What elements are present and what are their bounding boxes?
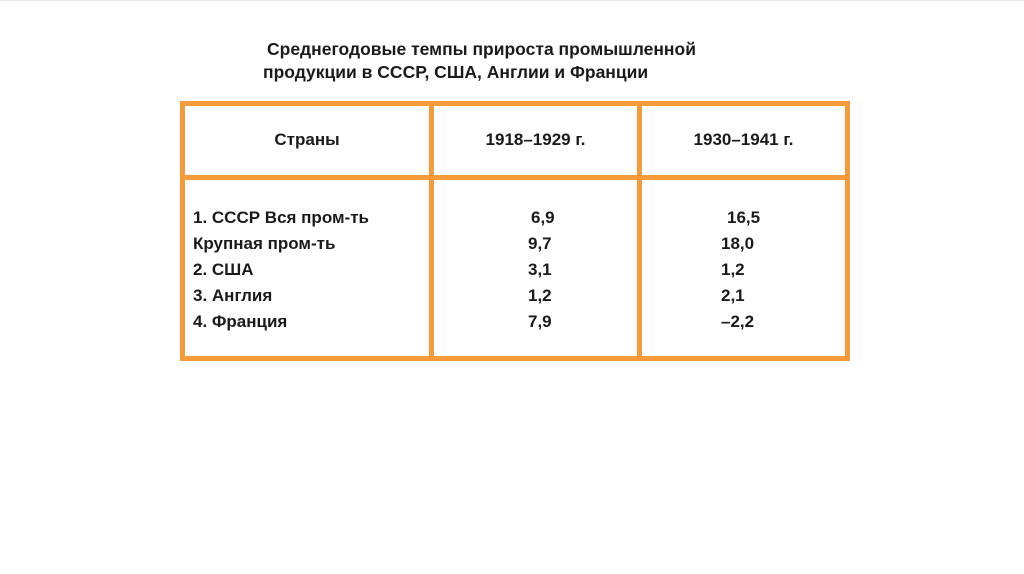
slide-title-line-2: продукции в СССР, США, Англии и Франции [263,62,649,82]
column-header-period-1930-1941: 1930–1941 г. [693,130,794,149]
table-border-right [845,101,850,361]
country-cell: 3. Англия [193,286,273,305]
country-cell: 1. СССР Вся пром-ть [193,208,369,227]
slide-top-rule [0,0,1024,1]
slide-title-line-1: Среднегодовые темпы прироста промышленной [267,39,696,59]
table-border-top [180,101,850,106]
table-header-divider [180,175,850,180]
growth-rates-table [180,101,850,361]
value-cell: 7,9 [528,312,552,331]
value-cell: 3,1 [528,260,552,279]
column-countries [193,205,429,335]
country-cell: 2. США [193,260,254,279]
value-cell: –2,2 [721,312,755,331]
value-cell: 16,5 [727,208,761,227]
country-cell: 4. Франция [193,312,288,331]
column-period-1918-1929 [434,205,637,335]
value-cell: 6,9 [531,208,555,227]
slide-title [263,38,827,84]
column-header-countries: Страны [274,130,340,149]
value-cell: 1,2 [721,260,745,279]
value-cell: 9,7 [528,234,552,253]
column-period-1930-1941 [642,205,845,335]
value-cell: 2,1 [721,286,745,305]
column-header-period-1918-1929: 1918–1929 г. [485,130,586,149]
value-cell: 18,0 [721,234,755,253]
table-border-bottom [180,356,850,361]
value-cell: 1,2 [528,286,552,305]
country-cell: Крупная пром-ть [193,234,336,253]
